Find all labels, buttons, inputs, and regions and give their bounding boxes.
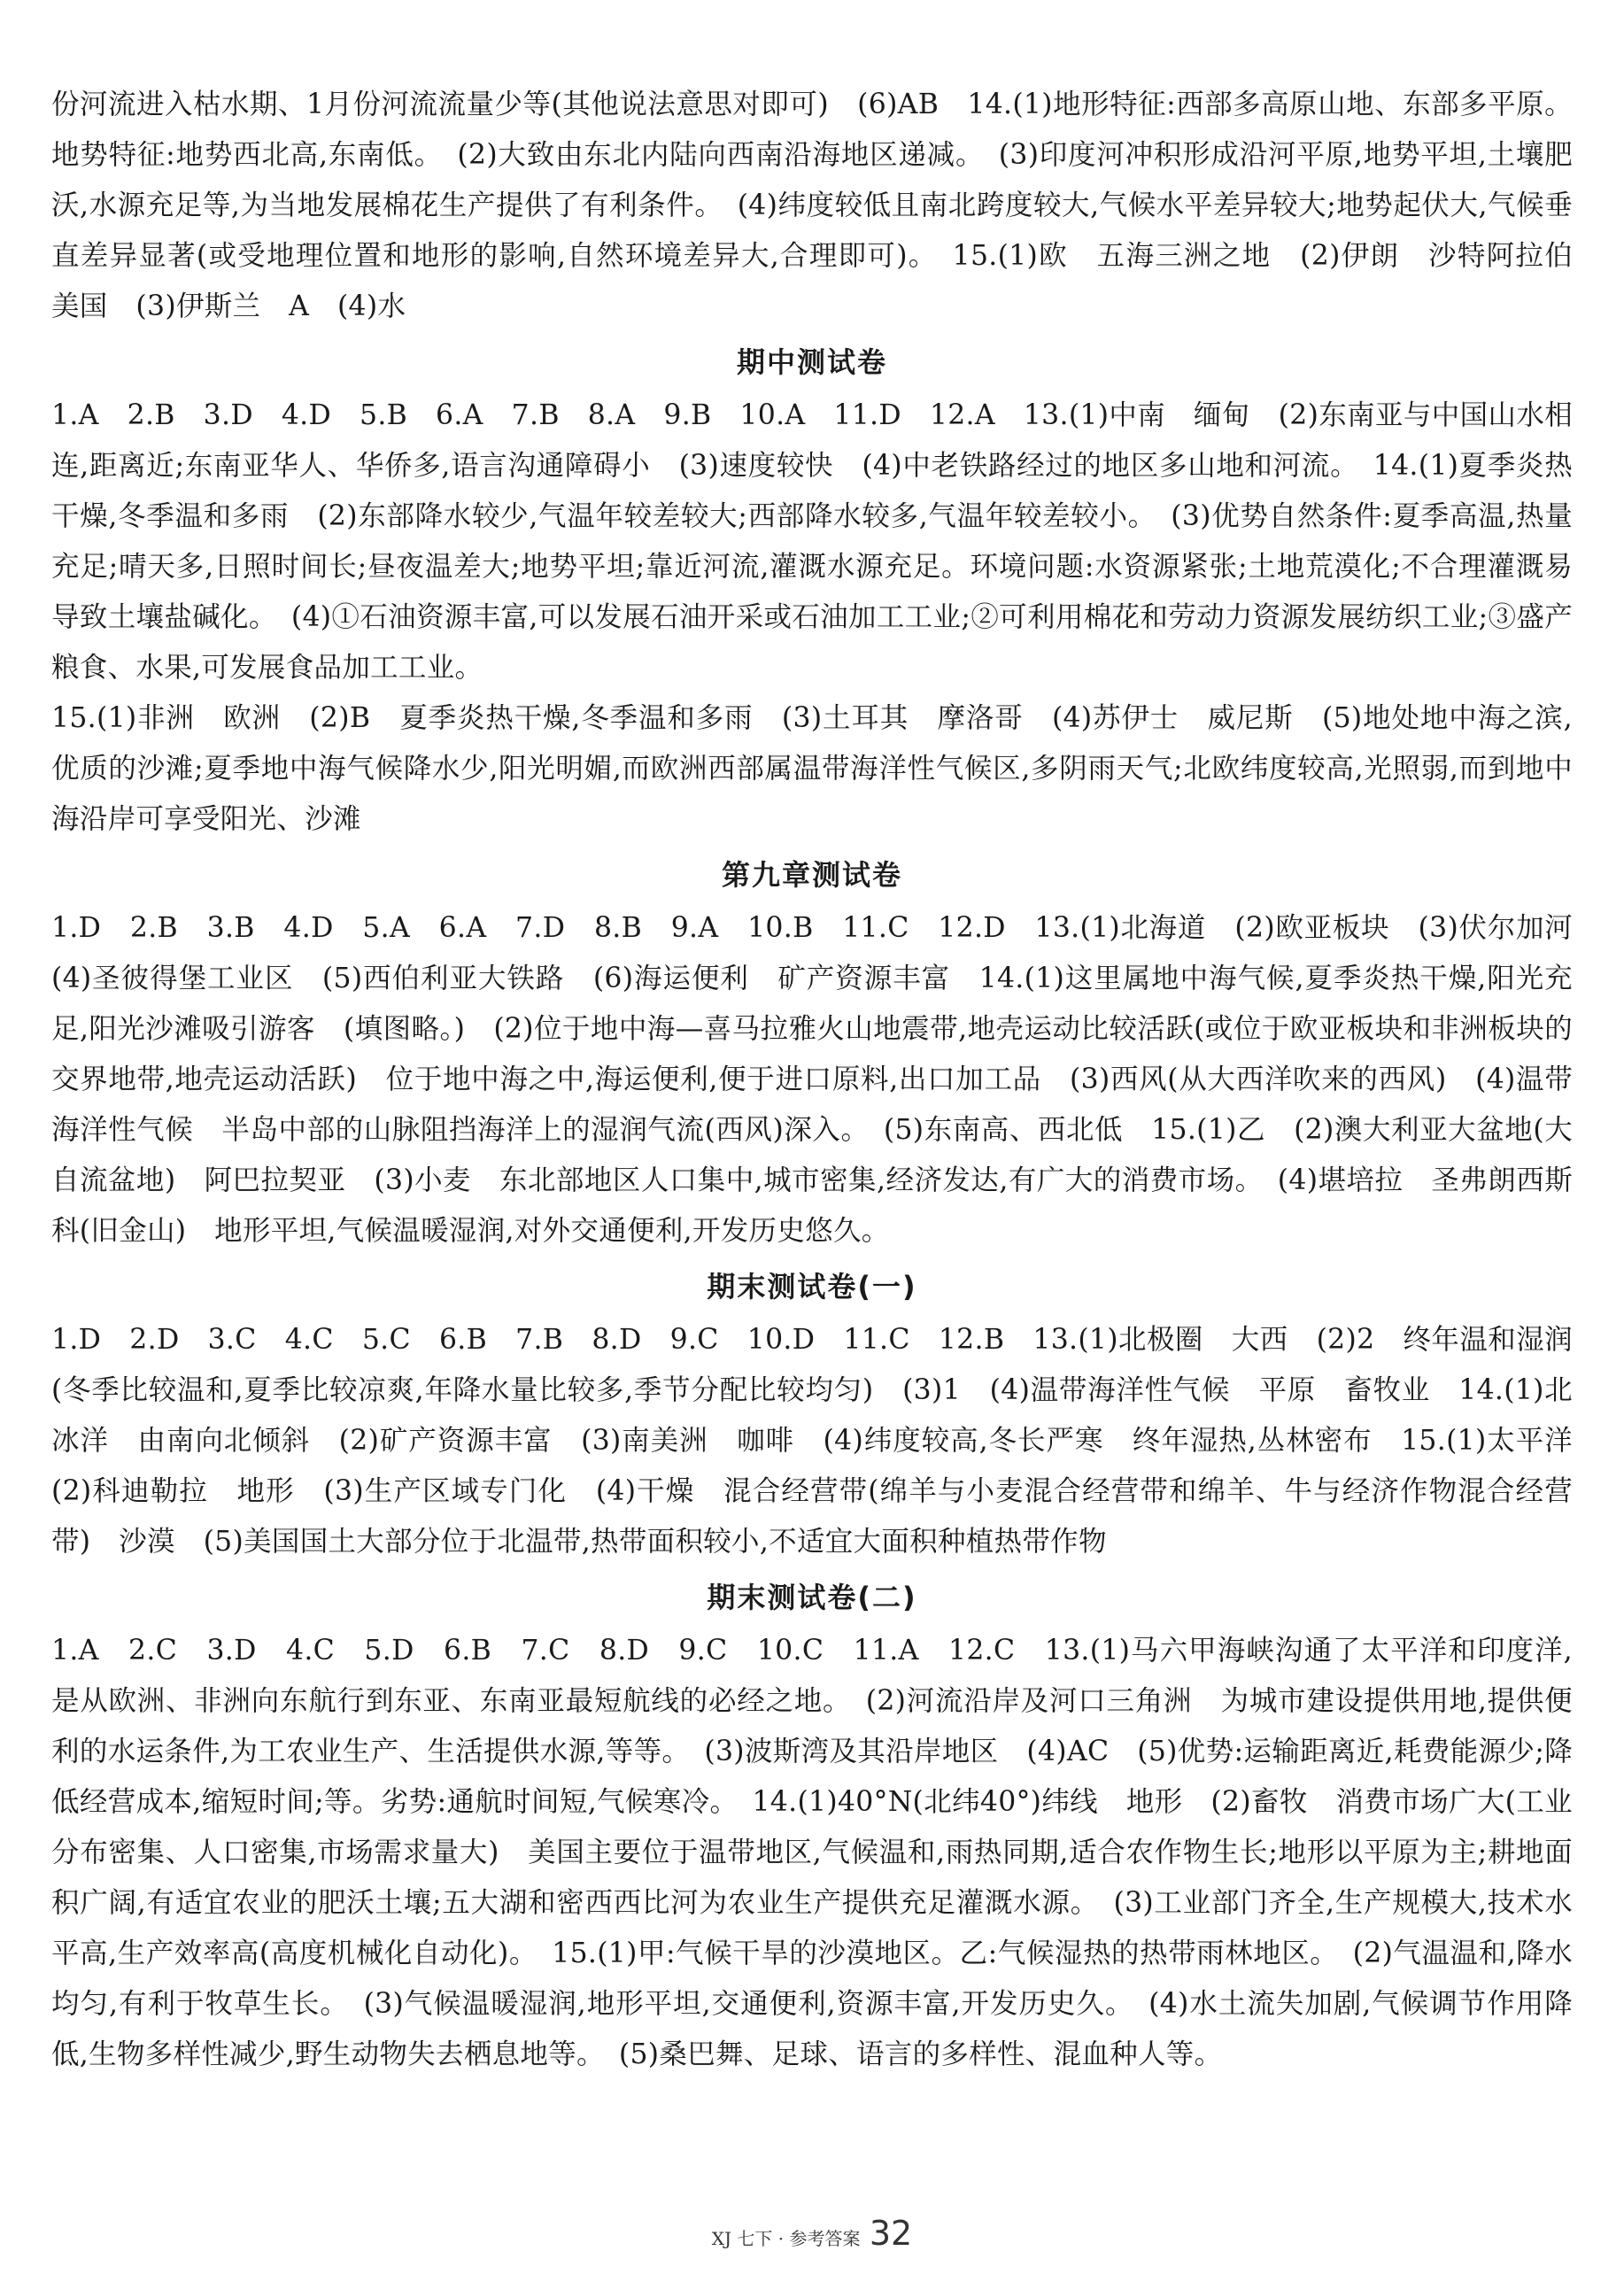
- answer-paragraph: 1.D 2.D 3.C 4.C 5.C 6.B 7.B 8.D 9.C 10.D 11.C 12.B 13.(1)北极圈 大西 (2)2 终年温和湿润(冬季比较温和,夏季比较凉爽,年降水量比较多,季节分配比较均匀) (3)1 (4)温带海洋性气候 平原 畜牧业 14.(1)北冰洋 由南向北倾斜 (2)矿产资源丰富 (3)南美洲 咖啡 (4)纬度较高,冬长严寒 终年湿热,丛林密布 15.(1)太平洋 (2)科迪勒拉 地形 (3)生产区域专门化 (4)干燥 混合经营带(绵羊与小麦混合经营带和绵羊、牛与经济作物混合经营带) 沙漠 (5)美国国土大部分位于北温带,热带面积较小,不适宜大面积种植热带作物: [51, 1324, 1601, 1558]
- section-title: 期中测试卷: [736, 345, 887, 379]
- answer-page: [51, 80, 1601, 2080]
- section-final-two: [51, 1569, 1573, 2080]
- intro-paragraph: 份河流进入枯水期、1月份河流流量少等(其他说法意思对即可) (6)AB 14.(1)地形特征:西部多高原山地、东部多平原。地势特征:地势西北高,东南低。 (2)大致由东北内陆向西南沿海地区递减。 (3)印度河冲积形成沿河平原,地势平坦,土壤肥沃,水源充足等,为当地发展棉花生产提供了有利条件。 (4)纬度较低且南北跨度较大,气候水平差异较大;地势起伏大,气候垂直差异显著(或受地理位置和地形的影响,自然环境差异大,合理即可)。 15.(1)欧 五海三洲之地 (2)伊朗 沙特阿拉伯 美国 (3)伊斯兰 A (4)水: [51, 89, 1601, 322]
- section-chapter-nine: [51, 847, 1601, 1257]
- section-title: 期末测试卷(二): [707, 1581, 917, 1614]
- section-title: 期末测试卷(一): [707, 1270, 917, 1303]
- page-number: 32: [869, 2214, 913, 2253]
- answer-paragraph: 1.A 2.C 3.D 4.C 5.D 6.B 7.C 8.D 9.C 10.C 11.A 12.C 13.(1)马六甲海峡沟通了太平洋和印度洋,是从欧洲、非洲向东航行到东亚、东南亚最短航线的必经之地。 (2)河流沿岸及河口三角洲 为城市建设提供用地,提供便利的水运条件,为工农业生产、生活提供水源,等等。 (3)波斯湾及其沿岸地区 (4)AC (5)优势:运输距离近,耗费能源少;降低经营成本,缩短时间;等。劣势:通航时间短,气候寒冷。 14.(1)40°N(北纬40°)纬线 地形 (2)畜牧 消费市场广大(工业分布密集、人口密集,市场需求量大) 美国主要位于温带地区,气候温和,雨热同期,适合农作物生长;地形以平原为主;耕地面积广阔,有适宜农业的肥沃土壤;五大湖和密西西比河为农业生产提供充足灌溉水源。 (3)工业部门齐全,生产规模大,技术水平高,生产效率高(高度机械化自动化)。 15.(1)甲:气候干旱的沙漠地区。乙:气候湿热的热带雨林地区。 (2)气温温和,降水均匀,有利于牧草生长。 (3)气候温暖湿润,地形平坦,交通便利,资源丰富,开发历史久。 (4)水土流失加剧,气候调节作用降低,生物多样性减少,野生动物失去栖息地等。 (5)桑巴舞、足球、语言的多样性、混血种人等。: [51, 1635, 1573, 2070]
- footer-label: XJ 七下 · 参考答案: [711, 2228, 861, 2249]
- page-footer: [0, 2214, 1624, 2253]
- section-midterm: [51, 334, 1573, 845]
- section-final-one: [51, 1258, 1601, 1567]
- answer-paragraph: 1.D 2.B 3.B 4.D 5.A 6.A 7.D 8.B 9.A 10.B 11.C 12.D 13.(1)北海道 (2)欧亚板块 (3)伏尔加河 (4)圣彼得堡工业区 (5)西伯利亚大铁路 (6)海运便利 矿产资源丰富 14.(1)这里属地中海气候,夏季炎热干燥,阳光充足,阳光沙滩吸引游客 (填图略。) (2)位于地中海—喜马拉雅火山地震带,地壳运动比较活跃(或位于欧亚板块和非洲板块的交界地带,地壳运动活跃) 位于地中海之中,海运便利,便于进口原料,出口加工品 (3)西风(从大西洋吹来的西风) (4)温带海洋性气候 半岛中部的山脉阻挡海洋上的湿润气流(西风)深入。 (5)东南高、西北低 15.(1)乙 (2)澳大利亚大盆地(大自流盆地) 阿巴拉契亚 (3)小麦 东北部地区人口集中,城市密集,经济发达,有广大的消费市场。 (4)堪培拉 圣弗朗西斯科(旧金山) 地形平坦,气候温暖湿润,对外交通便利,开发历史悠久。: [51, 912, 1601, 1247]
- section-title: 第九章测试卷: [721, 858, 902, 892]
- answer-paragraph: 15.(1)非洲 欧洲 (2)B 夏季炎热干燥,冬季温和多雨 (3)土耳其 摩洛哥 (4)苏伊士 威尼斯 (5)地处地中海之滨,优质的沙滩;夏季地中海气候降水少,阳光明媚,而欧洲西部属温带海洋性气候区,多阴雨天气;北欧纬度较高,光照弱,而到地中海沿岸可享受阳光、沙滩: [51, 702, 1573, 835]
- answer-paragraph: 1.A 2.B 3.D 4.D 5.B 6.A 7.B 8.A 9.B 10.A 11.D 12.A 13.(1)中南 缅甸 (2)东南亚与中国山水相连,距离近;东南亚华人、华侨多,语言沟通障碍小 (3)速度较快 (4)中老铁路经过的地区多山地和河流。 14.(1)夏季炎热干燥,冬季温和多雨 (2)东部降水较少,气温年较差较大;西部降水较多,气温年较差较小。 (3)优势自然条件:夏季高温,热量充足;晴天多,日照时间长;昼夜温差大;地势平坦;靠近河流,灌溉水源充足。环境问题:水资源紧张;土地荒漠化;不合理灌溉易导致土壤盐碱化。 (4)①石油资源丰富,可以发展石油开采或石油加工工业;②可利用棉花和劳动力资源发展纺织工业;③盛产粮食、水果,可发展食品加工工业。: [51, 399, 1573, 684]
